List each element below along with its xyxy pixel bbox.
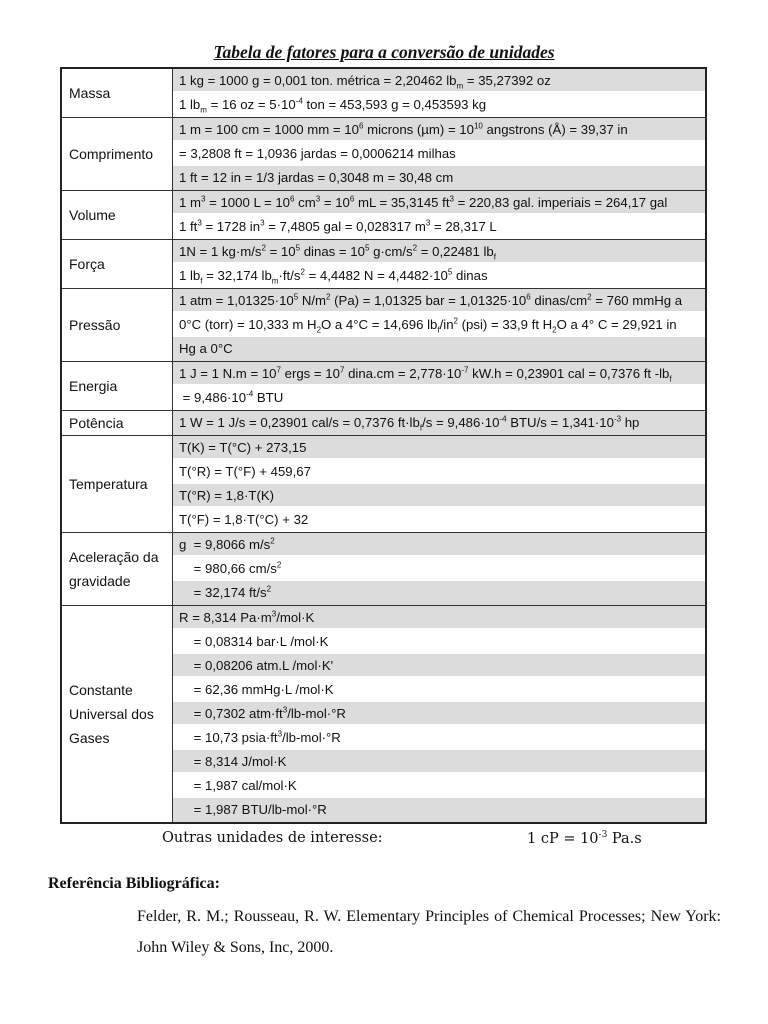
text-segment: hp: [621, 415, 640, 430]
superscript: 5: [295, 243, 301, 253]
conversion-line: [173, 142, 705, 166]
text-segment: /lb-mol·°R: [287, 706, 346, 721]
superscript: 5: [447, 267, 453, 277]
text-segment: = 0,08314 bar·L /mol·K: [179, 634, 329, 649]
superscript: 3: [282, 705, 288, 715]
text-segment: /in: [439, 317, 454, 332]
conversion-line: [173, 240, 705, 264]
text-segment: = 10: [265, 244, 296, 259]
text-segment: Pa.s: [607, 830, 642, 847]
conversion-table-body: [61, 68, 706, 823]
subscript: f: [419, 423, 423, 433]
text-segment: BTU/s = 1,341·10: [506, 415, 614, 430]
category-label: Energia: [61, 362, 173, 411]
superscript: 3: [260, 218, 265, 228]
superscript: 3: [277, 729, 283, 739]
conversion-values: [173, 533, 707, 606]
text-segment: = 62,36 mmHg·L /mol·K: [179, 682, 334, 697]
text-segment: O a 4° C = 29,921 in: [556, 317, 677, 332]
text-segment: (Pa) = 1,01325 bar = 1,01325·10: [330, 293, 527, 308]
text-segment: 1 atm = 1,01325·10: [179, 293, 294, 308]
superscript: -4: [246, 389, 254, 399]
text-segment: = 32,174 lb: [202, 268, 272, 283]
text-segment: microns (µm) = 10: [363, 122, 474, 137]
conversion-values: [173, 68, 707, 118]
text-segment: 1 ft = 12 in = 1/3 jardas = 0,3048 m = 30,48 cm: [179, 170, 454, 185]
text-segment: = 220,83 gal. imperiais = 264,17 gal: [453, 195, 668, 210]
conversion-line: [173, 386, 705, 410]
conversion-line: [173, 774, 705, 798]
superscript: -3: [613, 414, 622, 424]
superscript: 2: [587, 292, 592, 302]
conversion-line: [173, 191, 705, 215]
conversion-line: [173, 118, 705, 142]
conversion-values: [173, 240, 707, 289]
text-segment: = 8,314 J/mol·K: [179, 754, 287, 769]
category-label: Pressão: [61, 289, 173, 362]
text-segment: = 35,27392 oz: [463, 73, 551, 88]
conversion-line: [173, 93, 705, 117]
text-segment: 1 J = 1 N.m = 10: [179, 366, 277, 381]
text-segment: = 9,486·10: [179, 390, 247, 405]
text-segment: = 980,66 cm/s: [179, 561, 277, 576]
superscript: -7: [461, 365, 469, 375]
table-row: [61, 606, 706, 824]
text-segment: = 10,73 psia·ft: [179, 730, 278, 745]
conversion-line: [173, 508, 705, 532]
superscript: 3: [197, 218, 202, 228]
conversion-line: [173, 484, 705, 508]
subscript: f: [200, 276, 203, 286]
text-segment: T(°R) = 1,8·T(K): [179, 488, 275, 503]
conversion-line: [173, 750, 705, 774]
text-segment: = 28,317 L: [430, 219, 497, 234]
table-row: [61, 240, 706, 289]
superscript: 2: [270, 536, 275, 546]
conversion-line: [173, 702, 705, 726]
text-segment: ton = 453,593 g = 0,453593 kg: [302, 97, 487, 112]
text-segment: dinas/cm: [530, 293, 588, 308]
text-segment: 1 lb: [179, 268, 201, 283]
text-segment: 1 m: [179, 195, 201, 210]
text-segment: = 0,22481 lb: [417, 244, 494, 259]
text-segment: = 10: [320, 195, 350, 210]
subscript: m: [200, 105, 207, 115]
reference-heading: Referência Bibliográfica:: [48, 875, 220, 892]
conversion-values: [173, 606, 707, 824]
text-segment: 1 W = 1 J/s = 0,23901 cal/s = 0,7376 ft·lb: [179, 415, 420, 430]
category-label: Aceleração da gravidade: [61, 533, 173, 606]
conversion-line: [173, 436, 705, 460]
conversion-line: [173, 411, 705, 435]
subscript: f: [437, 325, 440, 335]
table-row: [61, 191, 706, 240]
text-segment: dina.cm = 2,778·10: [344, 366, 462, 381]
superscript: 2: [261, 243, 266, 253]
superscript: 6: [349, 194, 355, 204]
text-segment: dinas: [452, 268, 488, 283]
other-units-value: [527, 830, 642, 847]
superscript: 2: [412, 243, 418, 253]
text-segment: g = 9,8066 m/s: [179, 537, 271, 552]
conversion-line: [173, 606, 705, 630]
text-segment: O a 4°C = 14,696 lb: [321, 317, 438, 332]
subscript: m: [456, 81, 464, 91]
conversion-line: [173, 166, 705, 190]
category-label: Comprimento: [61, 118, 173, 191]
category-label: Força: [61, 240, 173, 289]
superscript: 3: [200, 194, 206, 204]
superscript: 2: [276, 560, 282, 570]
text-segment: /mol·K: [276, 610, 315, 625]
conversion-values: [173, 191, 707, 240]
category-label: Potência: [61, 411, 173, 436]
category-label: Constante Universal dos Gases: [61, 606, 173, 824]
text-segment: cm: [294, 195, 316, 210]
text-segment: kW.h = 0,23901 cal = 0,7376 ft -lb: [468, 366, 670, 381]
superscript: 2: [266, 584, 272, 594]
text-segment: = 1,987 cal/mol·K: [179, 778, 297, 793]
other-units-label: Outras unidades de interesse:: [162, 830, 383, 846]
superscript: 7: [339, 365, 345, 375]
superscript: 6: [290, 194, 295, 204]
conversion-line: [173, 581, 705, 605]
conversion-line: [173, 726, 705, 750]
conversion-line: [173, 798, 705, 822]
text-segment: angstrons (Å) = 39,37 in: [482, 122, 628, 137]
text-segment: = 1728 in: [201, 219, 261, 234]
category-label: Temperatura: [61, 436, 173, 533]
superscript: -3: [598, 830, 608, 840]
conversion-line: [173, 215, 705, 239]
text-segment: /lb-mol·°R: [282, 730, 341, 745]
conversion-values: [173, 411, 707, 436]
conversion-line: [173, 337, 705, 361]
conversion-values: [173, 362, 707, 411]
text-segment: g·cm/s: [369, 244, 413, 259]
text-segment: T(°R) = T(°F) + 459,67: [179, 464, 311, 479]
text-segment: 1 cP = 10: [527, 830, 599, 847]
superscript: 5: [364, 243, 370, 253]
text-segment: = 3,2808 ft = 1,0936 jardas = 0,0006214 milhas: [179, 146, 456, 161]
category-label: Massa: [61, 68, 173, 118]
subscript: 2: [552, 325, 557, 335]
text-segment: Hg a 0°C: [179, 341, 233, 356]
superscript: 2: [300, 267, 305, 277]
superscript: 5: [293, 292, 299, 302]
table-row: [61, 118, 706, 191]
text-segment: R = 8,314 Pa·m: [179, 610, 272, 625]
text-segment: ergs = 10: [280, 366, 340, 381]
conversion-line: [173, 313, 705, 337]
conversion-line: [173, 630, 705, 654]
subscript: 2: [316, 325, 322, 335]
conversion-line: [173, 654, 705, 678]
text-segment: T(K) = T(°C) + 273,15: [179, 440, 307, 455]
superscript: 3: [271, 609, 277, 619]
text-segment: BTU: [253, 390, 284, 405]
text-segment: ·ft/s: [278, 268, 301, 283]
conversion-line: [173, 678, 705, 702]
table-row: [61, 362, 706, 411]
text-segment: /s = 9,486·10: [422, 415, 500, 430]
superscript: 3: [315, 194, 321, 204]
page-title: [0, 42, 768, 63]
text-segment: (psi) = 33,9 ft H: [457, 317, 553, 332]
category-label: Volume: [61, 191, 173, 240]
conversion-line: [173, 69, 705, 93]
superscript: 3: [425, 218, 431, 228]
superscript: -4: [295, 96, 303, 106]
subscript: f: [493, 252, 496, 262]
text-segment: = 760 mmHg a: [591, 293, 683, 308]
conversion-line: [173, 460, 705, 484]
conversion-values: [173, 436, 707, 533]
superscript: 6: [526, 292, 531, 302]
text-segment: = 32,174 ft/s: [179, 585, 267, 600]
conversion-values: [173, 289, 707, 362]
text-segment: = 1,987 BTU/lb-mol·°R: [179, 802, 327, 817]
superscript: -4: [499, 414, 507, 424]
conversion-table: [60, 67, 707, 824]
superscript: 2: [326, 292, 331, 302]
text-segment: T(°F) = 1,8·T(°C) + 32: [179, 512, 309, 527]
superscript: 2: [453, 316, 458, 326]
table-row: [61, 533, 706, 606]
conversion-line: [173, 289, 705, 313]
text-segment: 1 m = 100 cm = 1000 mm = 10: [179, 122, 359, 137]
text-segment: mL = 35,3145 ft: [354, 195, 450, 210]
text-segment: 1 ft: [179, 219, 198, 234]
conversion-line: [173, 557, 705, 581]
conversion-values: [173, 118, 707, 191]
text-segment: 1 lb: [179, 97, 201, 112]
page-title-text: Tabela de fatores para a conversão de unidades: [213, 42, 555, 62]
text-segment: 1N = 1 kg·m/s: [179, 244, 262, 259]
conversion-line: [173, 533, 705, 557]
text-segment: = 16 oz = 5·10: [206, 97, 296, 112]
table-row: [61, 68, 706, 118]
text-segment: dinas = 10: [300, 244, 365, 259]
text-segment: = 1000 L = 10: [205, 195, 291, 210]
text-segment: 1 kg = 1000 g = 0,001 ton. métrica = 2,20462 lb: [179, 73, 457, 88]
text-segment: 0°C (torr) = 10,333 m H: [179, 317, 317, 332]
text-segment: N/m: [298, 293, 327, 308]
table-row: [61, 289, 706, 362]
superscript: 7: [276, 365, 281, 375]
text-segment: = 7,4805 gal = 0,028317 m: [264, 219, 426, 234]
conversion-line: [173, 264, 705, 288]
text-segment: = 0,08206 atm.L /mol·K': [179, 658, 334, 673]
subscript: m: [271, 276, 279, 286]
superscript: 6: [358, 121, 364, 131]
text-segment: = 0,7302 atm·ft: [179, 706, 283, 721]
table-row: [61, 436, 706, 533]
text-segment: = 4,4482 N = 4,4482·10: [304, 268, 448, 283]
superscript: 3: [449, 194, 454, 204]
reference-text: Felder, R. M.; Rousseau, R. W. Elementary Principles of Chemical Processes; New York: John Wiley & Sons, Inc, 2000.: [137, 908, 721, 956]
conversion-line: [173, 362, 705, 386]
superscript: 10: [473, 121, 483, 131]
table-row: [61, 411, 706, 436]
subscript: f: [669, 374, 672, 384]
